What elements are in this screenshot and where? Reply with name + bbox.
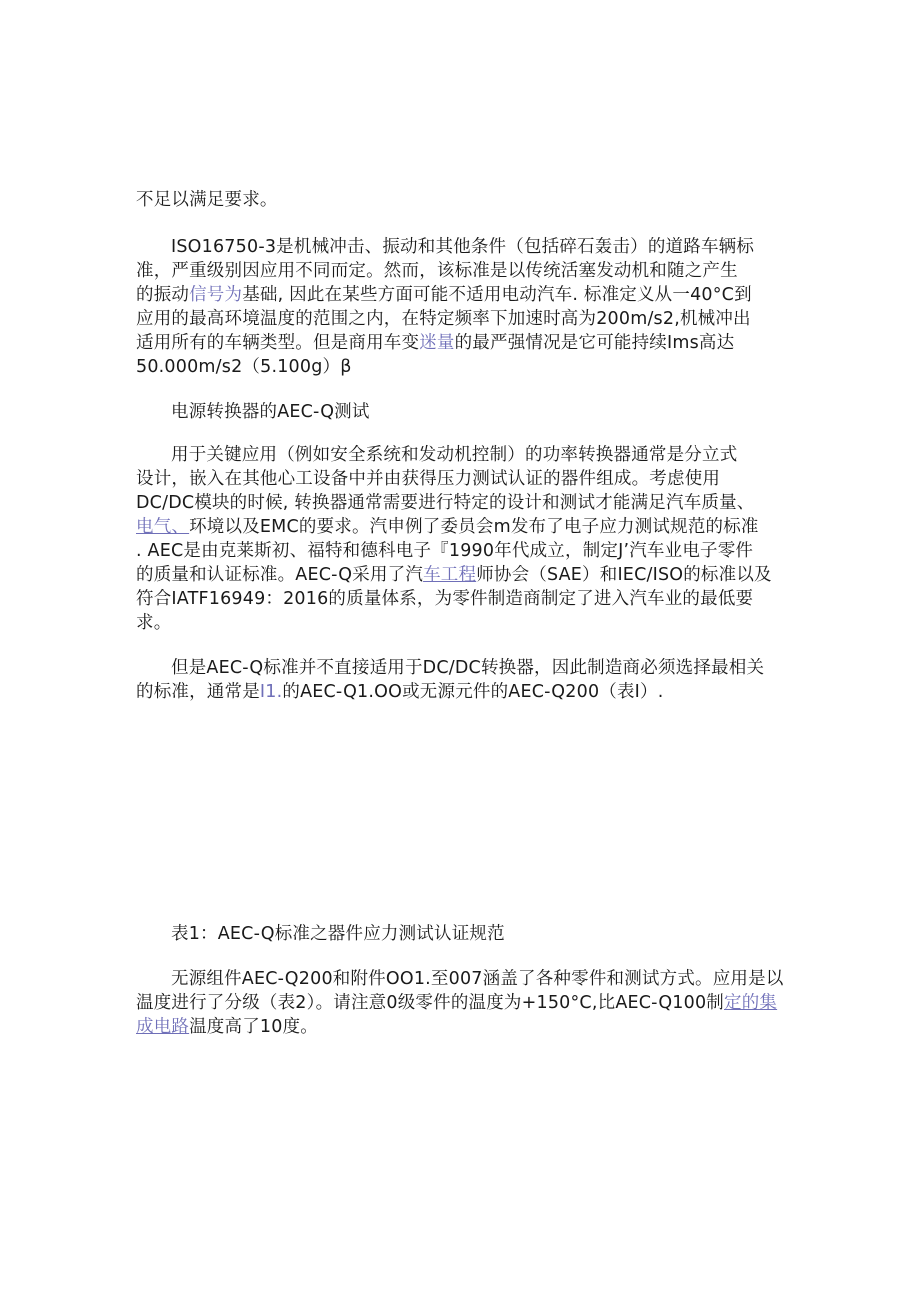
table-caption: [136, 922, 786, 946]
text-span: 温度高了10度。: [189, 1017, 318, 1037]
text-line: 求。: [136, 613, 172, 633]
inline-link[interactable]: 信号为: [189, 285, 243, 305]
section-heading-aec-q: [136, 400, 786, 424]
text-line: [136, 680, 786, 704]
inline-link[interactable]: 车工程: [423, 565, 477, 585]
text-span: 基础, 因此在某些方面可能不适用电动汽车. 标准定义从一40°C到: [242, 285, 752, 305]
text-line: [136, 991, 786, 1015]
text-line: 不足以满足要求。: [136, 190, 278, 210]
text-line: [136, 331, 786, 355]
text-span: 的标准，通常是: [136, 682, 260, 702]
text-line: 无源组件AEC-Q200和附件OO1.至007涵盖了各种零件和测试方式。应用是以: [171, 969, 784, 989]
text-span: 的振动: [136, 285, 190, 305]
text-span: 适用所有的车辆类型。但是商用车变: [136, 333, 420, 353]
text-line: 用于关键应用（例如安全系统和发动机控制）的功率转换器通常是分立式: [171, 445, 738, 465]
text-line: [136, 563, 786, 587]
text-line: 设计，嵌入在其他心工设备中并由获得压力测试认证的器件组成。考虑使用: [136, 469, 721, 489]
section-heading: 电源转换器的AEC-Q测试: [171, 402, 370, 422]
text-line: DC/DC模块的时候, 转换器通常需要进行特定的设计和测试才能满足汽车质量、: [136, 493, 755, 513]
paragraph-passive-components: [136, 967, 786, 1039]
text-line: 50.000m/s2（5.100g）β: [136, 357, 352, 377]
text-line: [136, 283, 786, 307]
text-span: 温度进行了分级（表2）。请注意0级零件的温度为+150°C,比AEC-Q100制: [136, 993, 724, 1013]
inline-link[interactable]: 定的集: [724, 993, 778, 1013]
text-line: [136, 1015, 786, 1039]
text-line: 应用的最高环境温度的范围之内，在特定频率下加速时高为200m/s2,机械冲出: [136, 309, 751, 329]
inline-link[interactable]: 电气、: [136, 517, 190, 537]
text-span: 环境以及EMC的要求。汽申例了委员会m发布了电子应力测试规范的标准: [189, 517, 759, 537]
inline-link[interactable]: 迷量: [419, 333, 455, 353]
text-line: 准，严重级别因应用不同而定。然而，该标准是以传统活塞发动机和随之产生: [136, 261, 738, 281]
text-line: . AEC是由克莱斯初、福特和德科电子『1990年代成立，制定J’汽车业电子零件: [136, 541, 754, 561]
paragraph-power-converter: [136, 443, 786, 635]
paragraph-intro-tail: [136, 188, 786, 212]
paragraph-aec-q-applicability: [136, 656, 786, 704]
text-line: 但是AEC-Q标准并不直接适用于DC/DC转换器，因此制造商必须选择最相关: [171, 658, 765, 678]
table-caption-text: 表1：AEC-Q标准之器件应力测试认证规范: [171, 924, 505, 944]
text-line: ISO16750-3是机械冲击、振动和其他条件（包括碎石轰击）的道路车辆标: [171, 237, 755, 257]
text-span: 的AEC-Q1.OO或无源元件的AEC-Q200（表I）.: [282, 682, 664, 702]
inline-link[interactable]: I1.: [259, 682, 283, 702]
paragraph-iso16750: [136, 235, 786, 379]
text-line: 符合IATF16949：2016的质量体系，为零件制造商制定了进入汽车业的最低要: [136, 589, 754, 609]
text-line: [136, 515, 786, 539]
inline-link[interactable]: 成电路: [136, 1017, 190, 1037]
text-span: 师协会（SAE）和IEC/ISO的标准以及: [476, 565, 772, 585]
text-span: 的质量和认证标准。AEC-Q采用了汽: [136, 565, 424, 585]
text-span: 的最严强情况是它可能持续Ims高达: [454, 333, 735, 353]
